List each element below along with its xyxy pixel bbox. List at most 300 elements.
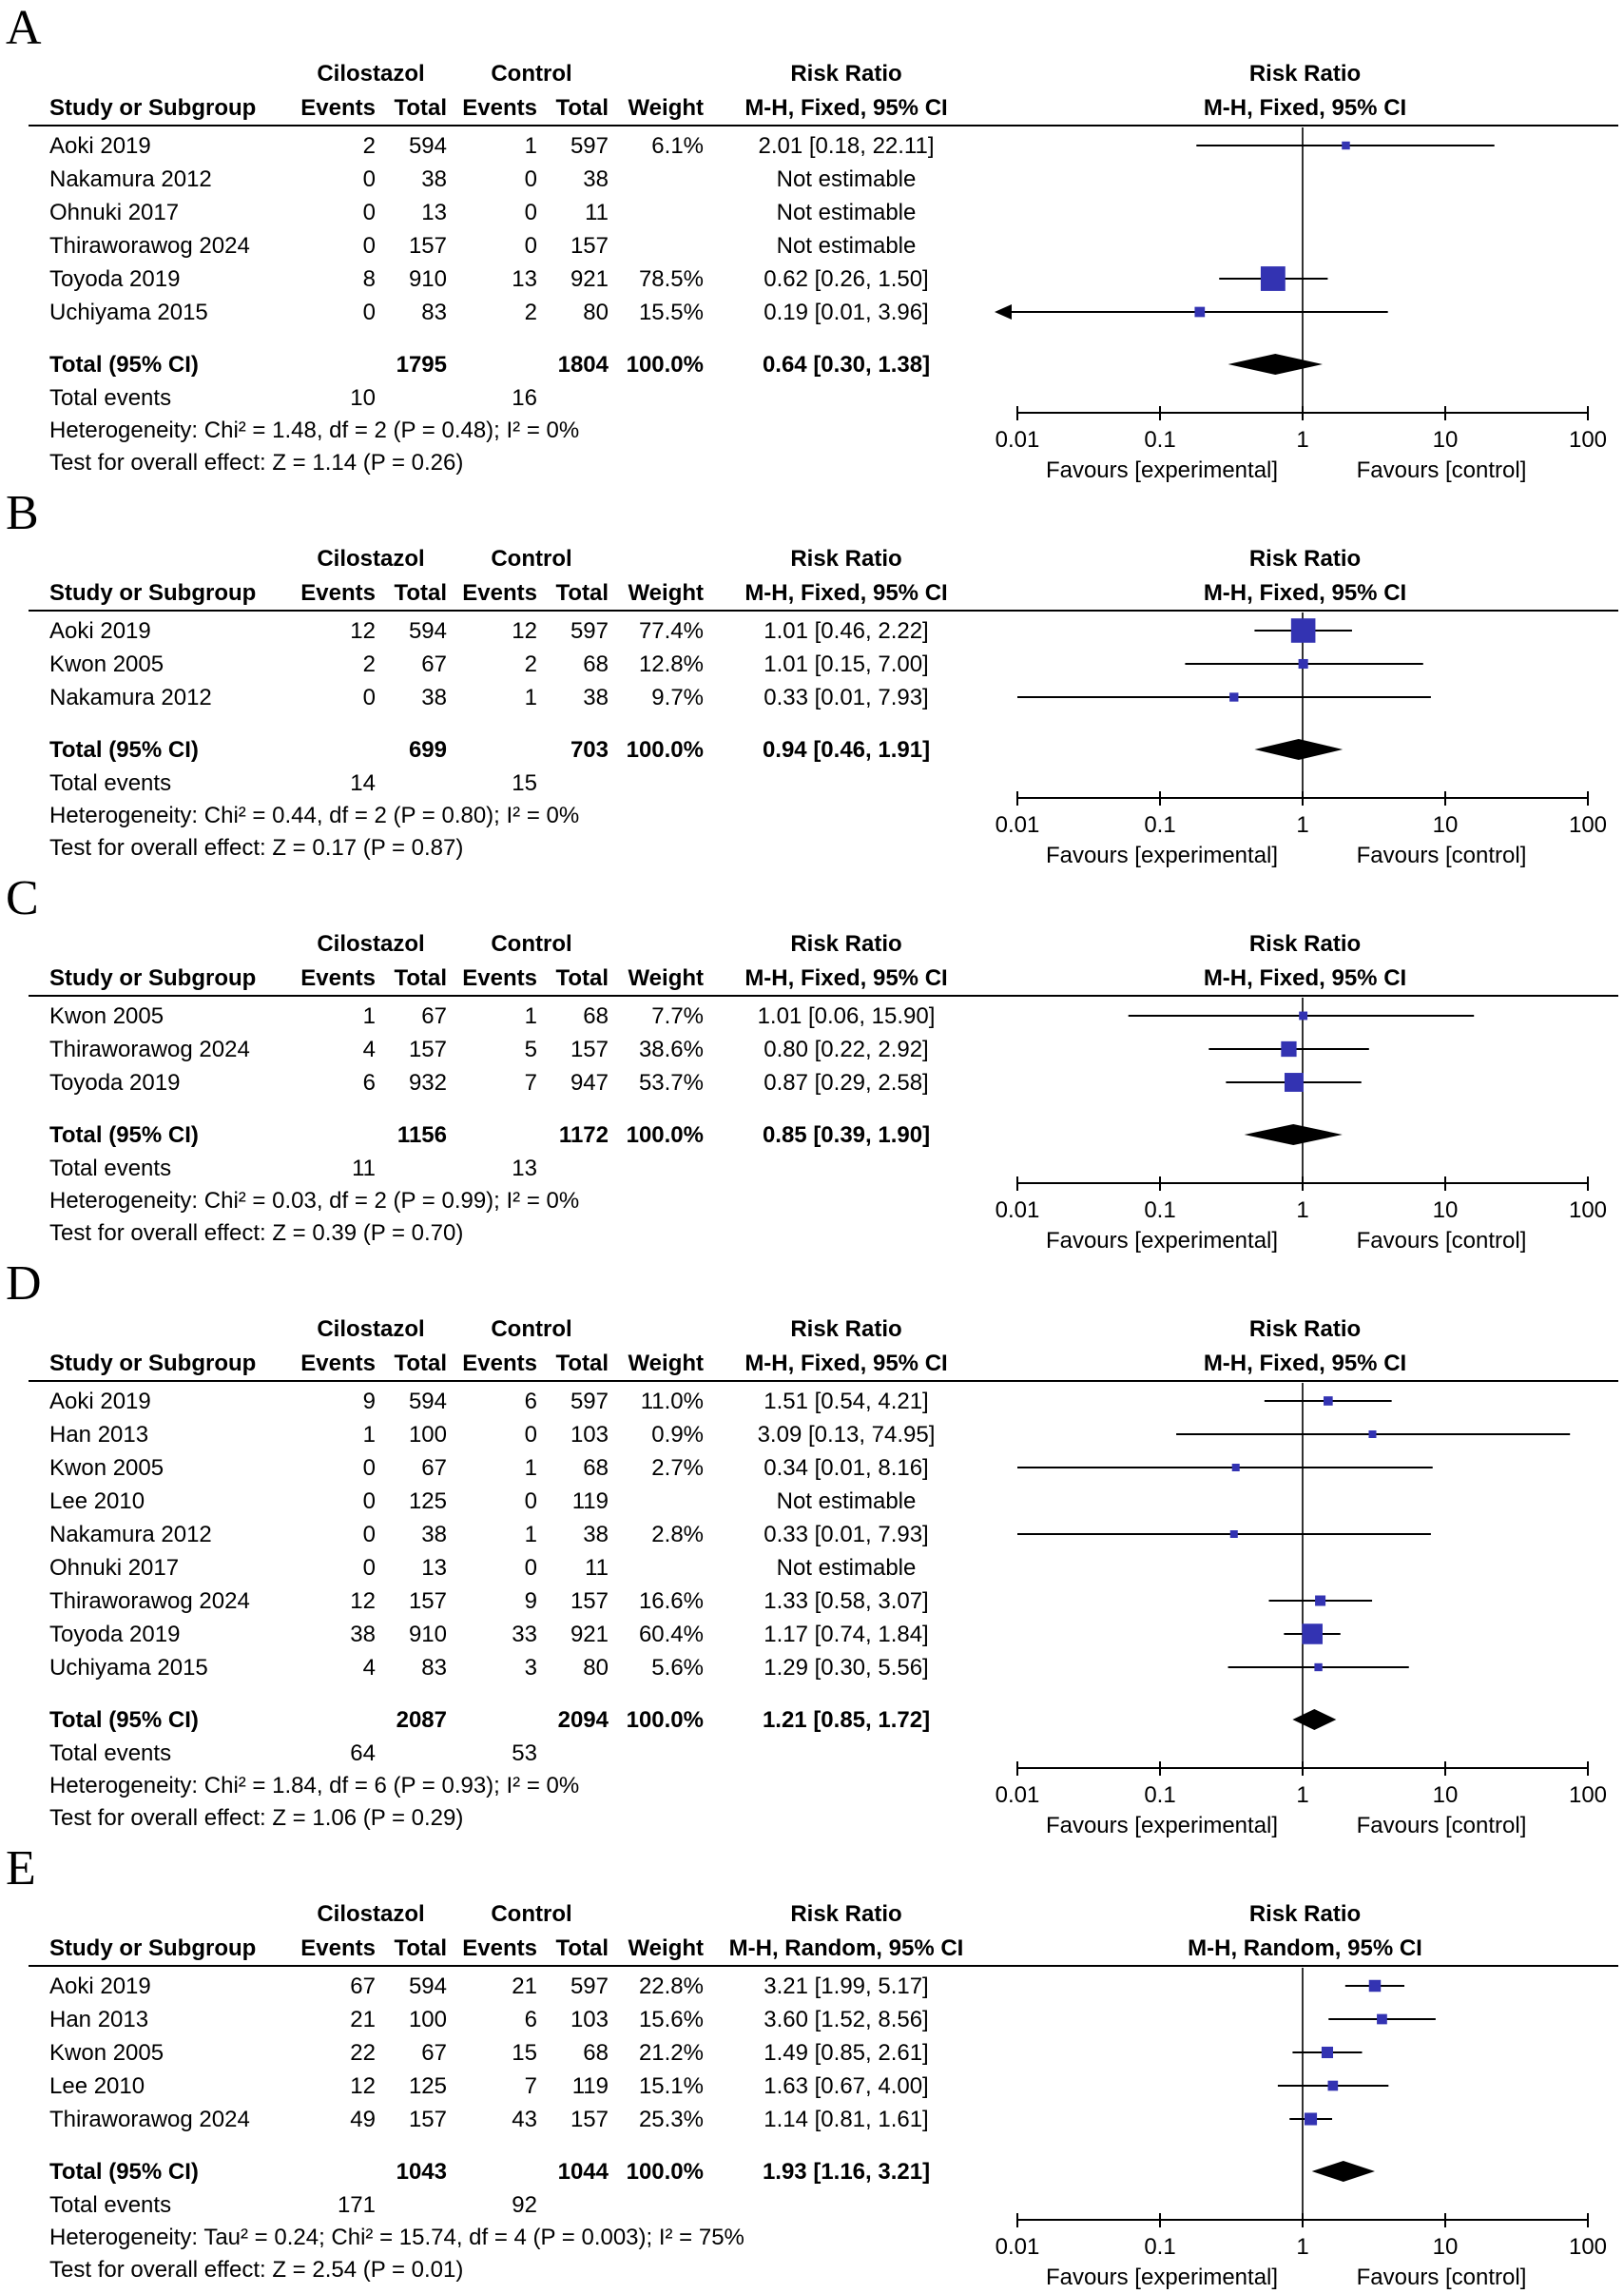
col-header-total1: Total bbox=[394, 965, 447, 991]
favours-left-label: Favours [experimental] bbox=[1045, 843, 1279, 868]
col-header-events1: Events bbox=[300, 95, 376, 121]
plot-effect-title: Risk Ratio bbox=[1248, 1901, 1362, 1927]
panel-body bbox=[0, 1895, 1624, 2294]
col-header-study: Study or Subgroup bbox=[49, 580, 257, 606]
total1-cell: 157 bbox=[408, 1037, 447, 1062]
weight-cell: 6.1% bbox=[651, 133, 704, 159]
weight-cell: 25.3% bbox=[638, 2107, 704, 2132]
overall-effect-text: Test for overall effect: Z = 0.17 (P = 0.87) bbox=[49, 835, 464, 861]
axis-tick-label: 10 bbox=[1432, 812, 1459, 838]
axis-tick-label: 0.01 bbox=[995, 427, 1040, 453]
total2-cell: 80 bbox=[583, 1655, 609, 1681]
total2-cell: 157 bbox=[570, 2107, 609, 2132]
total-weight: 100.0% bbox=[626, 352, 704, 378]
events2-cell: 0 bbox=[524, 1422, 537, 1448]
total-label: Total (95% CI) bbox=[49, 1122, 199, 1148]
plot-col-header: M-H, Fixed, 95% CI bbox=[1203, 1351, 1407, 1376]
events1-cell: 0 bbox=[362, 233, 376, 259]
study-name: Aoki 2019 bbox=[49, 1389, 151, 1414]
study-name: Lee 2010 bbox=[49, 1488, 145, 1514]
total-weight: 100.0% bbox=[626, 2159, 704, 2185]
events1-cell: 4 bbox=[362, 1655, 376, 1681]
axis-tick-label: 0.01 bbox=[995, 1197, 1040, 1223]
plot-effect-title: Risk Ratio bbox=[1248, 546, 1362, 572]
events2-cell: 1 bbox=[524, 685, 537, 710]
total2-cell: 38 bbox=[583, 685, 609, 710]
events2-cell: 6 bbox=[524, 2007, 537, 2032]
events1-cell: 0 bbox=[362, 1488, 376, 1514]
total1-cell: 594 bbox=[408, 1389, 447, 1414]
events2-cell: 6 bbox=[524, 1389, 537, 1414]
ci-text-cell: 1.17 [0.74, 1.84] bbox=[764, 1622, 929, 1647]
col-header-events2: Events bbox=[462, 95, 537, 121]
study-name: Uchiyama 2015 bbox=[49, 300, 208, 325]
axis-tick-label: 100 bbox=[1568, 427, 1608, 453]
col-header-weight: Weight bbox=[628, 1935, 704, 1961]
total1-cell: 157 bbox=[408, 233, 447, 259]
total1-sum: 1043 bbox=[396, 2159, 447, 2185]
col-header-weight: Weight bbox=[628, 1351, 704, 1376]
group1-header: Cilostazol bbox=[317, 546, 425, 572]
axis-tick-label: 0.1 bbox=[1144, 1782, 1176, 1808]
total1-cell: 67 bbox=[421, 1003, 447, 1029]
events1-cell: 67 bbox=[350, 1973, 376, 1999]
axis-tick-label: 10 bbox=[1432, 1782, 1459, 1808]
group1-header: Cilostazol bbox=[317, 61, 425, 87]
effect-square bbox=[1194, 307, 1205, 318]
effect-title: Risk Ratio bbox=[790, 1901, 902, 1927]
axis-tick-label: 0.1 bbox=[1144, 812, 1176, 838]
weight-cell: 16.6% bbox=[638, 1588, 704, 1614]
effect-title: Risk Ratio bbox=[790, 931, 902, 957]
ci-arrow-left bbox=[995, 304, 1012, 320]
axis-tick-label: 1 bbox=[1296, 2234, 1309, 2260]
col-header-events2: Events bbox=[462, 580, 537, 606]
total-events2: 53 bbox=[512, 1740, 537, 1766]
total2-cell: 157 bbox=[570, 233, 609, 259]
col-header-events1: Events bbox=[300, 965, 376, 991]
effect-square bbox=[1315, 1596, 1325, 1606]
col-header-total1: Total bbox=[394, 580, 447, 606]
effect-square bbox=[1291, 618, 1316, 643]
total-events1: 64 bbox=[350, 1740, 376, 1766]
ci-text-cell: 2.01 [0.18, 22.11] bbox=[758, 133, 935, 159]
events2-cell: 5 bbox=[524, 1037, 537, 1062]
axis-tick-label: 100 bbox=[1568, 1197, 1608, 1223]
col-header-total1: Total bbox=[394, 1351, 447, 1376]
total1-cell: 157 bbox=[408, 1588, 447, 1614]
weight-cell: 0.9% bbox=[651, 1422, 704, 1448]
total1-sum: 699 bbox=[408, 737, 447, 763]
total1-cell: 38 bbox=[421, 166, 447, 192]
effect-square bbox=[1369, 1980, 1381, 1992]
favours-left-label: Favours [experimental] bbox=[1045, 1813, 1279, 1838]
events2-cell: 2 bbox=[524, 651, 537, 677]
events2-cell: 21 bbox=[512, 1973, 537, 1999]
weight-cell: 60.4% bbox=[638, 1622, 704, 1647]
total2-cell: 597 bbox=[570, 133, 609, 159]
pooled-diamond bbox=[1245, 1124, 1343, 1145]
total-weight: 100.0% bbox=[626, 1707, 704, 1733]
axis-tick-label: 10 bbox=[1432, 2234, 1459, 2260]
total1-cell: 157 bbox=[408, 2107, 447, 2132]
total2-cell: 947 bbox=[570, 1070, 609, 1096]
total1-cell: 125 bbox=[408, 2073, 447, 2099]
col-header-total2: Total bbox=[555, 580, 609, 606]
total1-cell: 13 bbox=[421, 1555, 447, 1581]
total1-cell: 38 bbox=[421, 685, 447, 710]
group1-header: Cilostazol bbox=[317, 1316, 425, 1342]
ci-text-cell: Not estimable bbox=[776, 233, 917, 259]
overall-effect-text: Test for overall effect: Z = 0.39 (P = 0.70) bbox=[49, 1220, 464, 1246]
total2-cell: 157 bbox=[570, 1037, 609, 1062]
effect-title: Risk Ratio bbox=[790, 546, 902, 572]
header-rule bbox=[29, 995, 1618, 997]
col-header-study: Study or Subgroup bbox=[49, 965, 257, 991]
group2-header: Control bbox=[491, 61, 572, 87]
events1-cell: 1 bbox=[362, 1422, 376, 1448]
total2-cell: 921 bbox=[570, 1622, 609, 1647]
events2-cell: 0 bbox=[524, 200, 537, 225]
study-name: Nakamura 2012 bbox=[49, 685, 212, 710]
overall-effect-text: Test for overall effect: Z = 1.06 (P = 0.29) bbox=[49, 1805, 464, 1831]
total-ci-text: 1.21 [0.85, 1.72] bbox=[762, 1707, 931, 1733]
weight-cell: 77.4% bbox=[638, 618, 704, 644]
ci-text-cell: Not estimable bbox=[776, 1488, 917, 1514]
total2-sum: 703 bbox=[570, 737, 609, 763]
panel-letter: E bbox=[6, 1841, 36, 1895]
total1-cell: 13 bbox=[421, 200, 447, 225]
panel-B bbox=[0, 487, 1624, 872]
ci-text-cell: Not estimable bbox=[776, 166, 917, 192]
total2-cell: 921 bbox=[570, 266, 609, 292]
weight-cell: 2.8% bbox=[651, 1522, 704, 1547]
effect-title: Risk Ratio bbox=[790, 1316, 902, 1342]
effect-square bbox=[1368, 1430, 1376, 1438]
events2-cell: 0 bbox=[524, 1555, 537, 1581]
study-name: Aoki 2019 bbox=[49, 1973, 151, 1999]
total2-cell: 68 bbox=[583, 651, 609, 677]
study-name: Thiraworawog 2024 bbox=[49, 1588, 250, 1614]
pooled-diamond bbox=[1254, 739, 1343, 760]
plot-effect-title: Risk Ratio bbox=[1248, 1316, 1362, 1342]
effect-square bbox=[1305, 2112, 1317, 2125]
total-events2: 13 bbox=[512, 1156, 537, 1181]
effect-square bbox=[1299, 659, 1308, 669]
panel-C bbox=[0, 872, 1624, 1257]
weight-cell: 38.6% bbox=[638, 1037, 704, 1062]
col-header-study: Study or Subgroup bbox=[49, 1351, 257, 1376]
ci-text-cell: 3.21 [1.99, 5.17] bbox=[764, 1973, 929, 1999]
axis-tick-label: 100 bbox=[1568, 1782, 1608, 1808]
col-header-weight: Weight bbox=[628, 95, 704, 121]
events2-cell: 1 bbox=[524, 1003, 537, 1029]
total2-cell: 157 bbox=[570, 1588, 609, 1614]
group2-header: Control bbox=[491, 546, 572, 572]
col-header-events2: Events bbox=[462, 965, 537, 991]
axis-tick-label: 0.01 bbox=[995, 812, 1040, 838]
events1-cell: 0 bbox=[362, 1555, 376, 1581]
total1-cell: 910 bbox=[408, 1622, 447, 1647]
weight-cell: 21.2% bbox=[638, 2040, 704, 2066]
ci-text-cell: 0.80 [0.22, 2.92] bbox=[764, 1037, 929, 1062]
study-name: Aoki 2019 bbox=[49, 618, 151, 644]
total-label: Total (95% CI) bbox=[49, 352, 199, 378]
effect-square bbox=[1324, 1396, 1333, 1406]
axis-tick-label: 1 bbox=[1296, 812, 1309, 838]
total-events2: 15 bbox=[512, 770, 537, 796]
axis-tick-label: 0.1 bbox=[1144, 427, 1176, 453]
ci-text-cell: 0.19 [0.01, 3.96] bbox=[764, 300, 929, 325]
pooled-diamond bbox=[1292, 1709, 1336, 1730]
total-weight: 100.0% bbox=[626, 1122, 704, 1148]
events1-cell: 0 bbox=[362, 300, 376, 325]
group2-header: Control bbox=[491, 1901, 572, 1927]
effect-square bbox=[1302, 1623, 1322, 1643]
events1-cell: 0 bbox=[362, 685, 376, 710]
effect-square bbox=[1229, 692, 1238, 701]
ci-text-cell: 3.60 [1.52, 8.56] bbox=[764, 2007, 929, 2032]
study-name: Ohnuki 2017 bbox=[49, 1555, 180, 1581]
total2-sum: 1804 bbox=[557, 352, 609, 378]
total1-cell: 100 bbox=[408, 2007, 447, 2032]
total-events1: 14 bbox=[350, 770, 376, 796]
events1-cell: 0 bbox=[362, 1522, 376, 1547]
weight-cell: 7.7% bbox=[651, 1003, 704, 1029]
study-name: Toyoda 2019 bbox=[49, 266, 181, 292]
events1-cell: 38 bbox=[350, 1622, 376, 1647]
heterogeneity-text: Heterogeneity: Chi² = 1.84, df = 6 (P = 0.93); I² = 0% bbox=[49, 1773, 580, 1798]
total2-sum: 1172 bbox=[558, 1122, 609, 1148]
plot-effect-title: Risk Ratio bbox=[1248, 61, 1362, 87]
total2-cell: 597 bbox=[570, 1389, 609, 1414]
group1-header: Cilostazol bbox=[317, 1901, 425, 1927]
header-rule bbox=[29, 610, 1618, 612]
axis-tick-label: 0.1 bbox=[1144, 2234, 1176, 2260]
total-ci-text: 1.93 [1.16, 3.21] bbox=[762, 2159, 931, 2185]
total-events1: 11 bbox=[352, 1156, 376, 1181]
header-rule bbox=[29, 1965, 1618, 1967]
heterogeneity-text: Heterogeneity: Tau² = 0.24; Chi² = 15.74, df = 4 (P = 0.003); I² = 75% bbox=[49, 2225, 744, 2250]
events1-cell: 4 bbox=[362, 1037, 376, 1062]
total1-cell: 67 bbox=[421, 651, 447, 677]
pooled-diamond bbox=[1228, 354, 1323, 375]
study-name: Kwon 2005 bbox=[49, 1003, 164, 1029]
ci-text-cell: 0.87 [0.29, 2.58] bbox=[764, 1070, 929, 1096]
ci-text-cell: 0.33 [0.01, 7.93] bbox=[764, 685, 929, 710]
ci-text-cell: 1.01 [0.15, 7.00] bbox=[764, 651, 929, 677]
total2-cell: 68 bbox=[583, 2040, 609, 2066]
overall-effect-text: Test for overall effect: Z = 1.14 (P = 0.26) bbox=[49, 450, 464, 476]
overall-effect-text: Test for overall effect: Z = 2.54 (P = 0.01) bbox=[49, 2257, 464, 2283]
total1-sum: 1795 bbox=[396, 352, 447, 378]
effect-square bbox=[1299, 1012, 1307, 1021]
study-name: Thiraworawog 2024 bbox=[49, 233, 250, 259]
col-header-weight: Weight bbox=[628, 580, 704, 606]
events1-cell: 12 bbox=[350, 1588, 376, 1614]
total-events2: 16 bbox=[512, 385, 537, 411]
total-events-label: Total events bbox=[49, 1740, 172, 1766]
heterogeneity-text: Heterogeneity: Chi² = 0.44, df = 2 (P = 0.80); I² = 0% bbox=[49, 803, 580, 828]
events1-cell: 2 bbox=[362, 133, 376, 159]
favours-left-label: Favours [experimental] bbox=[1045, 1228, 1279, 1254]
total2-cell: 103 bbox=[570, 2007, 609, 2032]
panel-letter: C bbox=[6, 871, 39, 925]
favours-right-label: Favours [control] bbox=[1356, 843, 1527, 868]
events1-cell: 22 bbox=[350, 2040, 376, 2066]
axis-tick-label: 1 bbox=[1296, 1197, 1309, 1223]
weight-cell: 12.8% bbox=[638, 651, 704, 677]
events2-cell: 7 bbox=[524, 1070, 537, 1096]
ci-text-cell: 1.01 [0.06, 15.90] bbox=[757, 1003, 936, 1029]
total1-sum: 1156 bbox=[396, 1122, 447, 1148]
effect-square bbox=[1281, 1041, 1296, 1057]
col-header-weight: Weight bbox=[628, 965, 704, 991]
panel-D bbox=[0, 1257, 1624, 1842]
ci-text-cell: 1.01 [0.46, 2.22] bbox=[764, 618, 929, 644]
events2-cell: 2 bbox=[524, 300, 537, 325]
total1-cell: 910 bbox=[408, 266, 447, 292]
col-header-total2: Total bbox=[555, 1935, 609, 1961]
weight-cell: 22.8% bbox=[638, 1973, 704, 1999]
events1-cell: 9 bbox=[362, 1389, 376, 1414]
effect-square bbox=[1232, 1464, 1240, 1471]
col-header-total1: Total bbox=[394, 1935, 447, 1961]
total-events-label: Total events bbox=[49, 385, 172, 411]
favours-right-label: Favours [control] bbox=[1356, 2265, 1527, 2290]
events2-cell: 0 bbox=[524, 233, 537, 259]
col-header-events1: Events bbox=[300, 1351, 376, 1376]
col-header-events2: Events bbox=[462, 1351, 537, 1376]
events2-cell: 33 bbox=[512, 1622, 537, 1647]
total2-cell: 119 bbox=[571, 2073, 609, 2099]
events2-cell: 9 bbox=[524, 1588, 537, 1614]
ci-text-cell: 0.34 [0.01, 8.16] bbox=[764, 1455, 929, 1481]
ci-text-cell: 1.51 [0.54, 4.21] bbox=[764, 1389, 929, 1414]
favours-left-label: Favours [experimental] bbox=[1045, 457, 1279, 483]
panel-letter: A bbox=[6, 1, 42, 55]
total1-cell: 83 bbox=[421, 300, 447, 325]
ci-text-cell: 1.49 [0.85, 2.61] bbox=[764, 2040, 929, 2066]
events1-cell: 12 bbox=[350, 618, 376, 644]
col-header-total2: Total bbox=[555, 95, 609, 121]
total2-cell: 38 bbox=[583, 1522, 609, 1547]
weight-cell: 15.5% bbox=[638, 300, 704, 325]
events1-cell: 0 bbox=[362, 166, 376, 192]
total2-cell: 11 bbox=[585, 1555, 609, 1581]
weight-cell: 2.7% bbox=[651, 1455, 704, 1481]
axis-tick-label: 10 bbox=[1432, 1197, 1459, 1223]
heterogeneity-text: Heterogeneity: Chi² = 1.48, df = 2 (P = 0.48); I² = 0% bbox=[49, 418, 580, 443]
events1-cell: 1 bbox=[362, 1003, 376, 1029]
col-header-events1: Events bbox=[300, 580, 376, 606]
events2-cell: 12 bbox=[512, 618, 537, 644]
ci-text-cell: 1.33 [0.58, 3.07] bbox=[764, 1588, 929, 1614]
total-weight: 100.0% bbox=[626, 737, 704, 763]
favours-left-label: Favours [experimental] bbox=[1045, 2265, 1279, 2290]
group1-header: Cilostazol bbox=[317, 931, 425, 957]
total2-cell: 38 bbox=[583, 166, 609, 192]
total1-cell: 38 bbox=[421, 1522, 447, 1547]
total1-cell: 594 bbox=[408, 1973, 447, 1999]
ci-text-cell: 0.33 [0.01, 7.93] bbox=[764, 1522, 929, 1547]
study-name: Han 2013 bbox=[49, 2007, 149, 2032]
weight-cell: 15.6% bbox=[638, 2007, 704, 2032]
effect-title: Risk Ratio bbox=[790, 61, 902, 87]
total-events-label: Total events bbox=[49, 770, 172, 796]
panel-E bbox=[0, 1842, 1624, 2294]
total2-cell: 11 bbox=[585, 200, 609, 225]
total1-cell: 594 bbox=[408, 133, 447, 159]
total2-cell: 119 bbox=[571, 1488, 609, 1514]
events1-cell: 21 bbox=[350, 2007, 376, 2032]
study-name: Kwon 2005 bbox=[49, 1455, 164, 1481]
events1-cell: 8 bbox=[362, 266, 376, 292]
events2-cell: 43 bbox=[512, 2107, 537, 2132]
ci-text-cell: 0.62 [0.26, 1.50] bbox=[764, 266, 929, 292]
events1-cell: 12 bbox=[350, 2073, 376, 2099]
col-header-events2: Events bbox=[462, 1935, 537, 1961]
total2-cell: 80 bbox=[583, 300, 609, 325]
effect-square bbox=[1342, 142, 1349, 149]
axis-tick-label: 1 bbox=[1296, 1782, 1309, 1808]
events2-cell: 0 bbox=[524, 1488, 537, 1514]
total-ci-text: 0.94 [0.46, 1.91] bbox=[762, 737, 931, 763]
total1-cell: 125 bbox=[408, 1488, 447, 1514]
axis-tick-label: 100 bbox=[1568, 812, 1608, 838]
total2-cell: 103 bbox=[570, 1422, 609, 1448]
effect-square bbox=[1377, 2014, 1387, 2025]
total-ci-text: 0.85 [0.39, 1.90] bbox=[762, 1122, 931, 1148]
panel-A bbox=[0, 2, 1624, 487]
total-events1: 171 bbox=[337, 2192, 376, 2218]
col-header-study: Study or Subgroup bbox=[49, 95, 257, 121]
col-header-effect: M-H, Fixed, 95% CI bbox=[744, 580, 948, 606]
panel-body bbox=[0, 925, 1624, 1257]
plot-col-header: M-H, Random, 95% CI bbox=[1188, 1935, 1422, 1961]
total1-sum: 2087 bbox=[396, 1707, 447, 1733]
study-name: Lee 2010 bbox=[49, 2073, 145, 2099]
panel-letter: B bbox=[6, 486, 39, 540]
col-header-total2: Total bbox=[555, 965, 609, 991]
axis-tick-label: 10 bbox=[1432, 427, 1459, 453]
weight-cell: 11.0% bbox=[640, 1389, 704, 1414]
total-label: Total (95% CI) bbox=[49, 737, 199, 763]
total2-cell: 597 bbox=[570, 1973, 609, 1999]
axis-tick-label: 0.01 bbox=[995, 1782, 1040, 1808]
ci-text-cell: 3.09 [0.13, 74.95] bbox=[757, 1422, 936, 1448]
weight-cell: 15.1% bbox=[638, 2073, 704, 2099]
study-name: Thiraworawog 2024 bbox=[49, 1037, 250, 1062]
events2-cell: 7 bbox=[524, 2073, 537, 2099]
panel-body bbox=[0, 540, 1624, 872]
events1-cell: 2 bbox=[362, 651, 376, 677]
col-header-effect: M-H, Random, 95% CI bbox=[728, 1935, 964, 1961]
total1-cell: 67 bbox=[421, 1455, 447, 1481]
effect-square bbox=[1322, 2047, 1333, 2058]
heterogeneity-text: Heterogeneity: Chi² = 0.03, df = 2 (P = 0.99); I² = 0% bbox=[49, 1188, 580, 1214]
study-name: Nakamura 2012 bbox=[49, 166, 212, 192]
total2-sum: 2094 bbox=[557, 1707, 609, 1733]
plot-col-header: M-H, Fixed, 95% CI bbox=[1203, 95, 1407, 121]
col-header-total1: Total bbox=[394, 95, 447, 121]
header-rule bbox=[29, 1380, 1618, 1382]
col-header-events1: Events bbox=[300, 1935, 376, 1961]
favours-right-label: Favours [control] bbox=[1356, 1813, 1527, 1838]
total2-cell: 68 bbox=[583, 1455, 609, 1481]
axis-tick-label: 0.01 bbox=[995, 2234, 1040, 2260]
events2-cell: 3 bbox=[524, 1655, 537, 1681]
